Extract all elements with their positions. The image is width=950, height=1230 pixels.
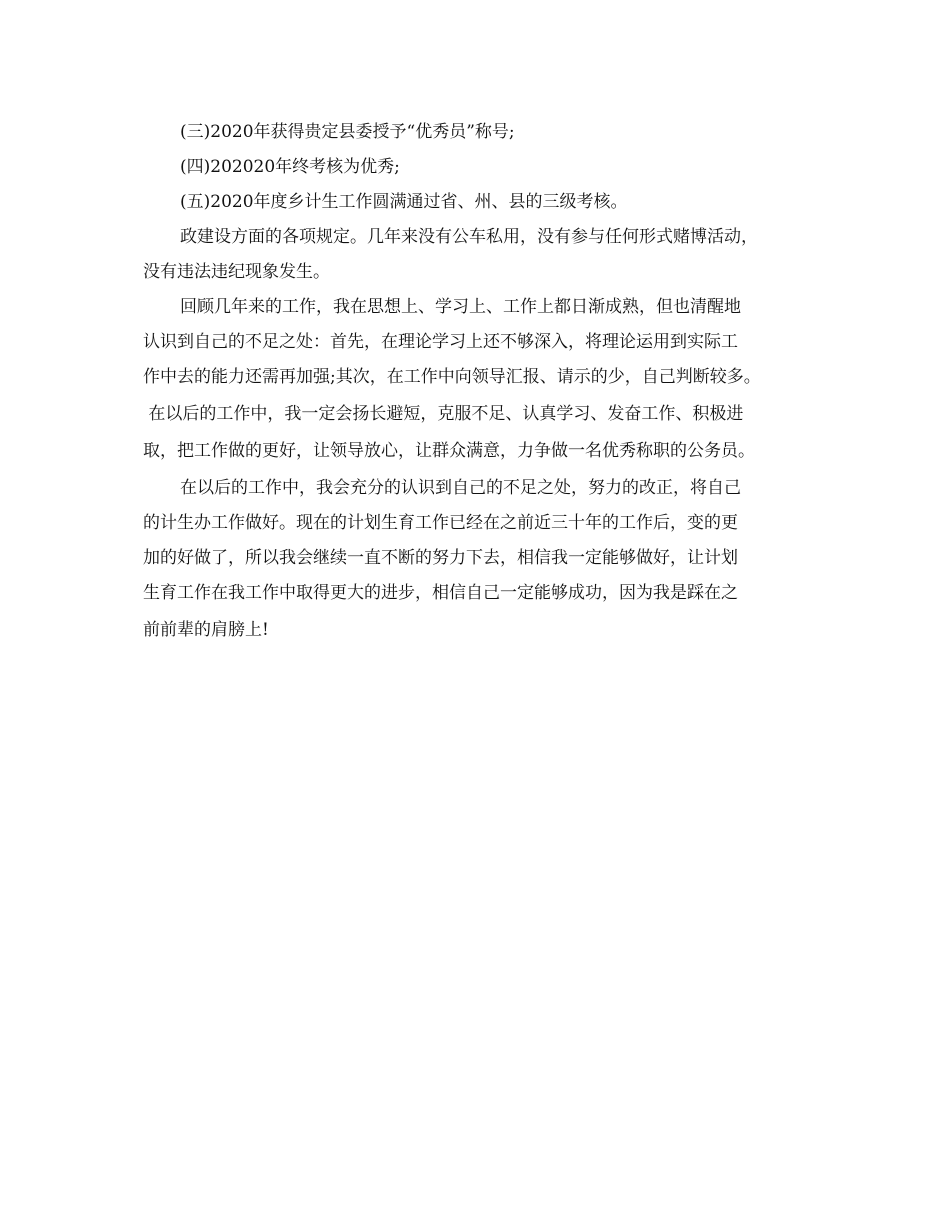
- text-line: 生育工作在我工作中取得更大的进步，相信自己一定能够成功，因为我是踩在之: [143, 583, 738, 603]
- text-line: (五)2020年度乡计生工作圆满通过省、州、县的三级考核。: [180, 192, 628, 212]
- text-line: 加的好做了，所以我会继续一直不断的努力下去，相信我一定能够做好，让计划: [143, 548, 738, 568]
- text-line: 的计生办工作做好。现在的计划生育工作已经在之前近三十年的工作后，变的更: [143, 513, 738, 533]
- text-line: 作中去的能力还需再加强;其次，在工作中向领导汇报、请示的少，自己判断较多。: [143, 367, 761, 387]
- text-line: 在以后的工作中，我一定会扬长避短，克服不足、认真学习、发奋工作、积极进: [143, 404, 744, 424]
- text-line: 认识到自己的不足之处：首先，在理论学习上还不够深入，将理论运用到实际工: [143, 332, 738, 352]
- text-line: 在以后的工作中，我会充分的认识到自己的不足之处，努力的改正，将自己: [180, 478, 741, 498]
- text-line: 前前辈的肩膀上!: [143, 620, 269, 640]
- text-line: (三)2020年获得贵定县委授予“优秀员”称号;: [180, 122, 515, 142]
- text-line: 回顾几年来的工作，我在思想上、学习上、工作上都日渐成熟，但也清醒地: [180, 297, 741, 317]
- text-line: (四)202020年终考核为优秀;: [180, 157, 400, 177]
- text-line: 政建设方面的各项规定。几年来没有公车私用，没有参与任何形式赌博活动，: [180, 227, 758, 247]
- text-line: 取，把工作做的更好，让领导放心，让群众满意，力争做一名优秀称职的公务员。: [143, 441, 755, 461]
- text-line: 没有违法违纪现象发生。: [143, 262, 330, 282]
